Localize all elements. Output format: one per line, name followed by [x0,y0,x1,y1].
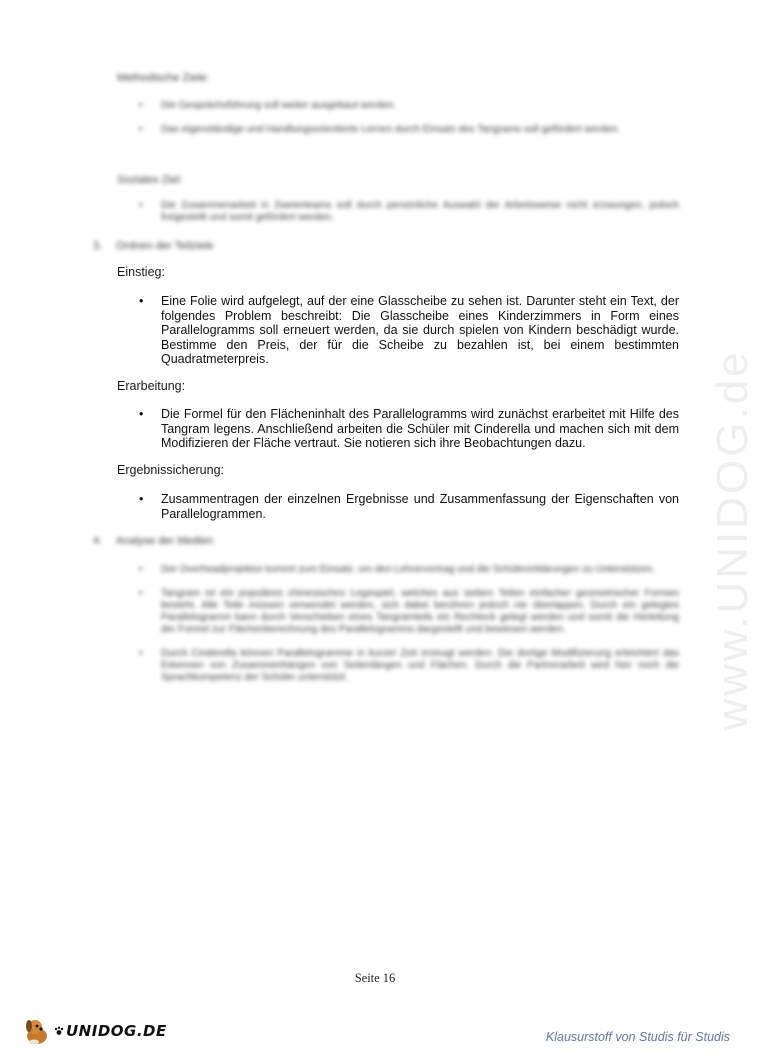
watermark-text: www.UNIDOG.de [708,349,757,731]
einstieg-list [117,294,679,367]
ergebnissicherung-list [117,492,679,521]
bullet: • [139,407,144,421]
methodische-ziele-label: Methodische Ziele: [117,72,210,84]
erarbeitung-label: Erarbeitung: [117,379,186,393]
erarbeitung-text: Die Formel für den Flächeninhalt des Parallelogramms wird zunächst erarbeitet mit Hilfe des Tangram legens. Anschließend arbeiten die Schüler mit Cinderella und machen sich mit dem Modifizieren der Fläche vertraut. Sie notieren sich ihre Beobachtungen dazu. [161,407,679,450]
einstieg-text: Eine Folie wird aufgelegt, auf der eine Glasscheibe zu sehen ist. Darunter steht ein Text, der folgendes Problem beschreibt: Die Glasscheibe eines Kinderzimmers in Form eines Parallelogramms soll erneuert werden, da sie durch spielen von Kindern beschädigt wurde. Bestimme den Preis, der für die Scheibe zu bezahlen ist, bei einem bestimmten Quadratmeterpreis. [161,294,679,366]
ergebnissicherung-label: Ergebnissicherung: [117,463,225,477]
methodische-ziele-list [117,100,679,148]
section-number: 3. [93,240,103,252]
bullet: • [139,294,144,308]
section-title: Analyse der Medien [116,535,214,547]
medien-list [117,564,679,696]
list-item: • Das eigenständige und Handlungsorientierte Lernen durch Einsatz des Tangrams soll gefördert werden. [139,124,620,135]
list-item [117,407,679,451]
section-title: Ordnen der Teilziele [116,240,214,252]
paw-icon [54,1026,64,1036]
list-item: • Die Zusammenarbeit in Zweierteams soll durch persönliche Auswahl der Arbeitsweise nicht erzwungen, jedoch freigestellt und somit gefördert werden. [139,200,679,223]
soziales-ziel-list [117,200,679,236]
section-4-heading [93,535,213,547]
page-number: Seite 16 [354,971,396,985]
list-item: • Tangram ist ein populäres chinesisches Legespiel, welches aus sieben Teilen einfacher geometrischer Formen besteht. Alle Teile müssen verwendet werden, sich dabei berühren jedoch nie überlappen. Durch ein gelegtes Parallelogramm kann durch Verschieben eines Tangramteils ein Rechteck gelegt werden und somit die Herleitung der Formel zur Flächenberechnung des Parallelogramms dargestellt und bewiesen werden. [139,588,679,635]
unidog-logo[interactable] [22,1016,167,1046]
soziales-ziel-label: Soziales Ziel: [117,174,183,186]
dog-icon [22,1016,52,1046]
erarbeitung-list [117,407,679,451]
list-item: • Durch Cinderella können Parallelogramme in kurzer Zeit erzeugt werden. Die dortige Modifizierung erleichtert das Erkennen von Zusammenhängen von Seitenlängen und Flächen. Durch die Partnerarbeit wird hier noch die Sprachkompetenz der Schüler unterstützt. [139,648,679,683]
logo-text: UNIDOG.DE [66,1022,167,1040]
section-3-heading [93,240,214,252]
ergebnissicherung-text: Zusammentragen der einzelnen Ergebnisse und Zusammenfassung der Eigenschaften von Parallelogrammen. [161,492,679,521]
bullet: • [139,492,144,506]
list-item [117,294,679,367]
footer-slogan: Klausurstoff von Studis für Studis [545,1030,730,1044]
list-item: • Die Gesprächsführung soll weiter ausgebaut werden. [139,100,397,111]
einstieg-label: Einstieg: [117,265,165,279]
list-item [117,492,679,521]
list-item: • Der Overheadprojektor kommt zum Einsatz, um den Lehrervortrag und die Schülererklärungen zu Unterstützen. [139,564,656,575]
section-number: 4. [93,535,103,547]
